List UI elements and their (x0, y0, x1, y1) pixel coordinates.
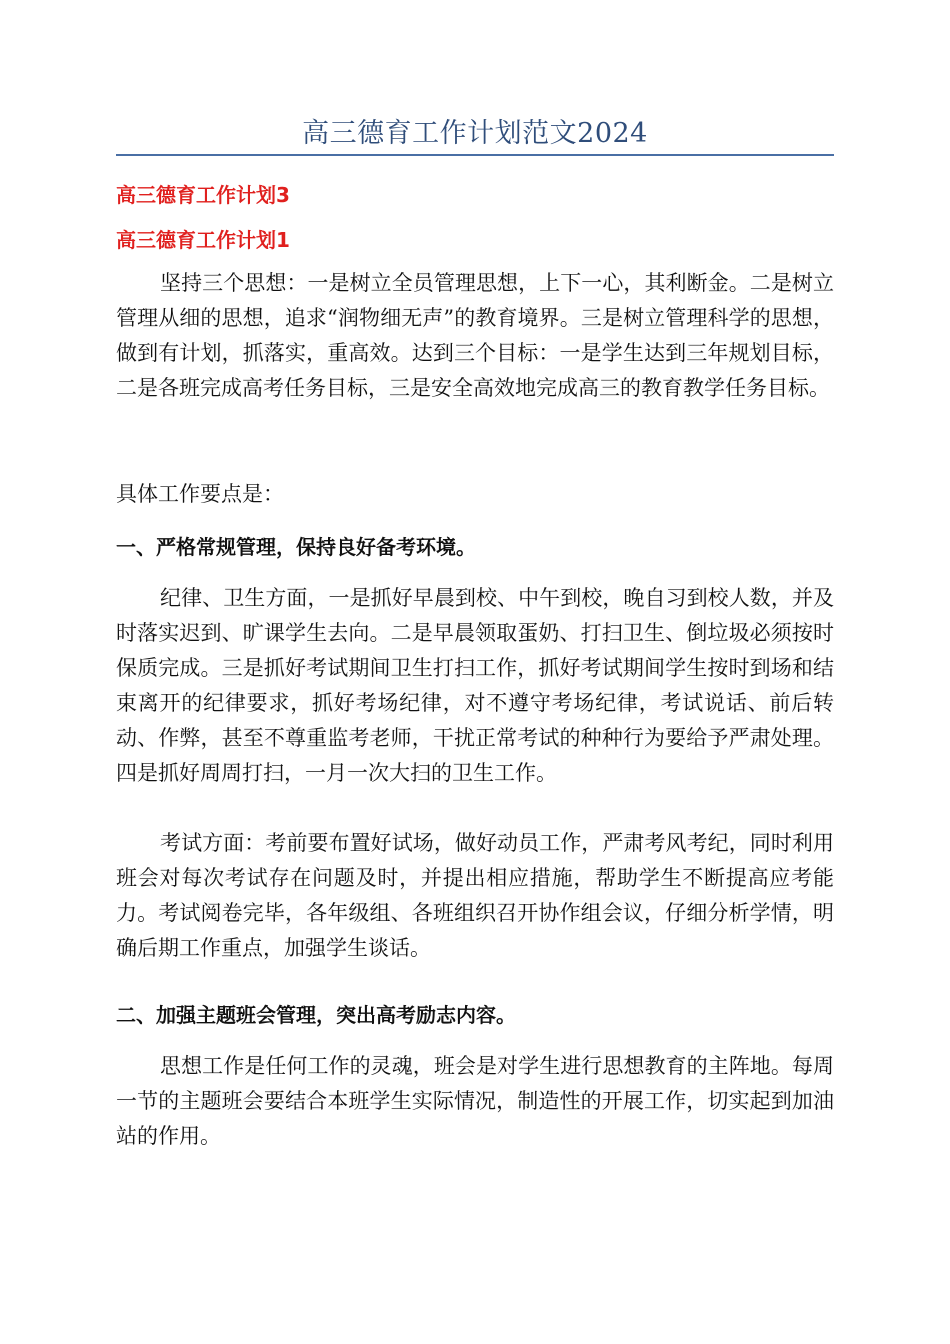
paragraph-discipline: 纪律、卫生方面，一是抓好早晨到校、中午到校，晚自习到校人数，并及时落实迟到、旷课学生去向。二是早晨领取蛋奶、打扫卫生、倒垃圾必须按时保质完成。三是抓好考试期间卫生打扫工作，抓好考试期间学生按时到场和结束离开的纪律要求，抓好考场纪律，对不遵守考场纪律，考试说话、前后转动、作弊，甚至不尊重监考老师，干扰正常考试的种种行为要给予严肃处理。四是抓好周周打扫，一月一次大扫的卫生工作。 (116, 586, 834, 785)
section-heading-1: 一、严格常规管理，保持良好备考环境。 (116, 535, 476, 559)
section-heading-2: 二、加强主题班会管理，突出高考励志内容。 (116, 1003, 516, 1027)
title-divider (116, 154, 834, 156)
document-title: 高三德育工作计划范文2024 (302, 118, 648, 149)
paragraph-intro: 坚持三个思想：一是树立全员管理思想，上下一心，其利断金。二是树立管理从细的思想，追求“润物细无声”的教育境界。三是树立管理科学的思想，做到有计划，抓落实，重高效。达到三个目标：一是学生达到三年规划目标，二是各班完成高考任务目标，三是安全高效地完成高三的教育教学任务目标。 (116, 271, 834, 400)
paragraph-exams: 考试方面：考前要布置好试场，做好动员工作，严肃考风考纪，同时利用班会对每次考试存在问题及时，并提出相应措施，帮助学生不断提高应考能力。考试阅卷完毕，各年级组、各班组织召开协作组会议，仔细分析学情，明确后期工作重点，加强学生谈话。 (116, 831, 834, 960)
paragraph-key-points: 具体工作要点是： (116, 482, 284, 506)
subheading-plan-3: 高三德育工作计划3 (116, 183, 290, 207)
paragraph-class-meeting: 思想工作是任何工作的灵魂，班会是对学生进行思想教育的主阵地。每周一节的主题班会要结合本班学生实际情况，制造性的开展工作，切实起到加油站的作用。 (116, 1054, 834, 1148)
subheading-plan-1: 高三德育工作计划1 (116, 228, 290, 252)
